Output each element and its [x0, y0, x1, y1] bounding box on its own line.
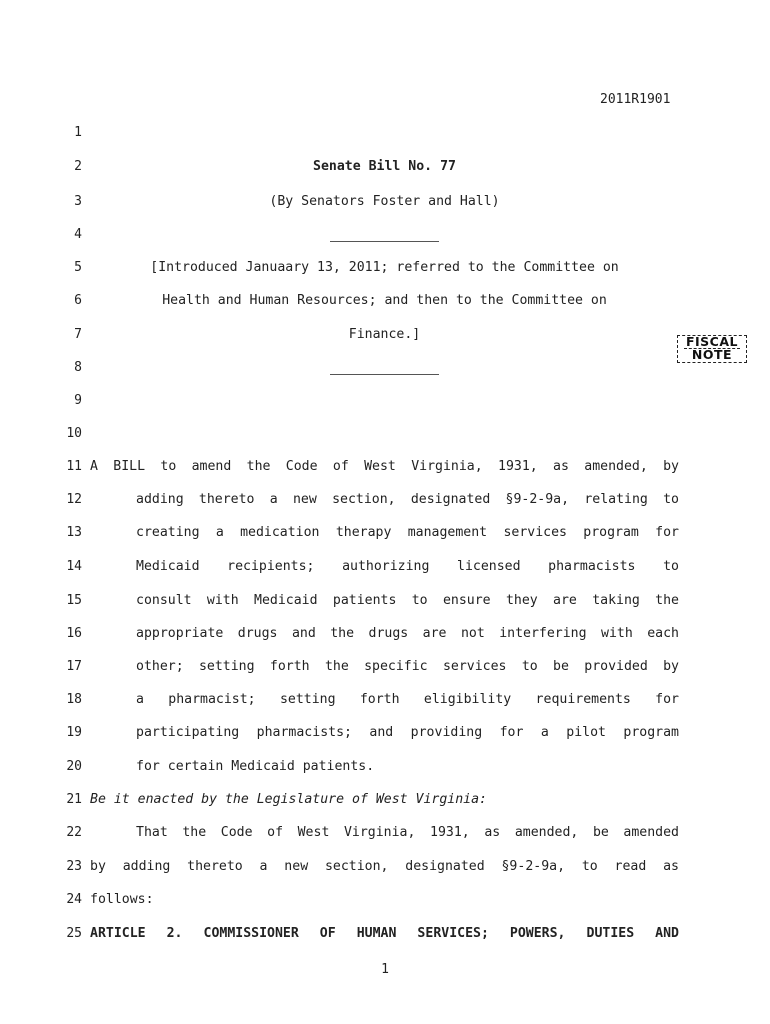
bill-title-line: other; setting forth the specific services to be provided by — [136, 659, 679, 674]
introduction-line: Health and Human Resources; and then to the Committee on — [162, 293, 607, 308]
line-number: 11 — [66, 459, 82, 474]
bill-title-line: a pharmacist; setting forth eligibility requirements for — [136, 692, 679, 707]
bill-title-line: A BILL to amend the Code of West Virginia, 1931, as amended, by — [90, 459, 679, 474]
line-number: 18 — [66, 692, 82, 707]
fiscal-note-stamp[interactable] — [677, 335, 747, 363]
bill-title-line: creating a medication therapy management services program for — [136, 525, 679, 540]
fiscal-note-label: FISCAL — [685, 334, 738, 349]
line-number: 9 — [74, 393, 82, 408]
line-number: 7 — [74, 327, 82, 342]
line-number: 8 — [74, 360, 82, 375]
fiscal-note-label: NOTE — [684, 348, 740, 361]
divider-rule — [330, 241, 439, 242]
line-number: 10 — [66, 426, 82, 441]
bill-title-line: adding thereto a new section, designated §9-2-9a, relating to — [136, 492, 679, 507]
sponsors: (By Senators Foster and Hall) — [269, 194, 500, 209]
line-number: 16 — [66, 626, 82, 641]
line-number: 21 — [66, 792, 82, 807]
line-number: 6 — [74, 293, 82, 308]
introduction-line: [Introduced Januaary 13, 2011; referred to the Committee on — [150, 260, 619, 275]
line-number: 12 — [66, 492, 82, 507]
article-heading: ARTICLE 2. COMMISSIONER OF HUMAN SERVICES; POWERS, DUTIES AND — [90, 926, 679, 941]
bill-title-line: participating pharmacists; and providing for a pilot program — [136, 725, 679, 740]
enacting-clause: Be it enacted by the Legislature of West Virginia: — [90, 792, 487, 807]
line-number: 17 — [66, 659, 82, 674]
bill-title-line: Medicaid recipients; authorizing licensed pharmacists to — [136, 559, 679, 574]
line-number: 13 — [66, 525, 82, 540]
line-number: 19 — [66, 725, 82, 740]
page-number: 1 — [381, 962, 389, 977]
line-number: 5 — [74, 260, 82, 275]
line-number: 25 — [66, 926, 82, 941]
line-number: 22 — [66, 825, 82, 840]
line-number: 4 — [74, 227, 82, 242]
divider-rule — [330, 374, 439, 375]
line-number: 23 — [66, 859, 82, 874]
line-number: 1 — [74, 125, 82, 140]
bill-code: 2011R1901 — [600, 92, 671, 107]
introduction-line: Finance.] — [348, 327, 421, 342]
line-number: 15 — [66, 593, 82, 608]
body-line: follows: — [90, 892, 154, 907]
body-line: That the Code of West Virginia, 1931, as amended, be amended — [136, 825, 679, 840]
line-number: 14 — [66, 559, 82, 574]
bill-title-line: for certain Medicaid patients. — [136, 759, 375, 774]
line-number: 3 — [74, 194, 82, 209]
bill-title: Senate Bill No. 77 — [313, 159, 456, 174]
bill-title-line: consult with Medicaid patients to ensure they are taking the — [136, 593, 679, 608]
line-number: 2 — [74, 159, 82, 174]
body-line: by adding thereto a new section, designated §9-2-9a, to read as — [90, 859, 679, 874]
bill-title-line: appropriate drugs and the drugs are not interfering with each — [136, 626, 679, 641]
line-number: 24 — [66, 892, 82, 907]
line-number: 20 — [66, 759, 82, 774]
